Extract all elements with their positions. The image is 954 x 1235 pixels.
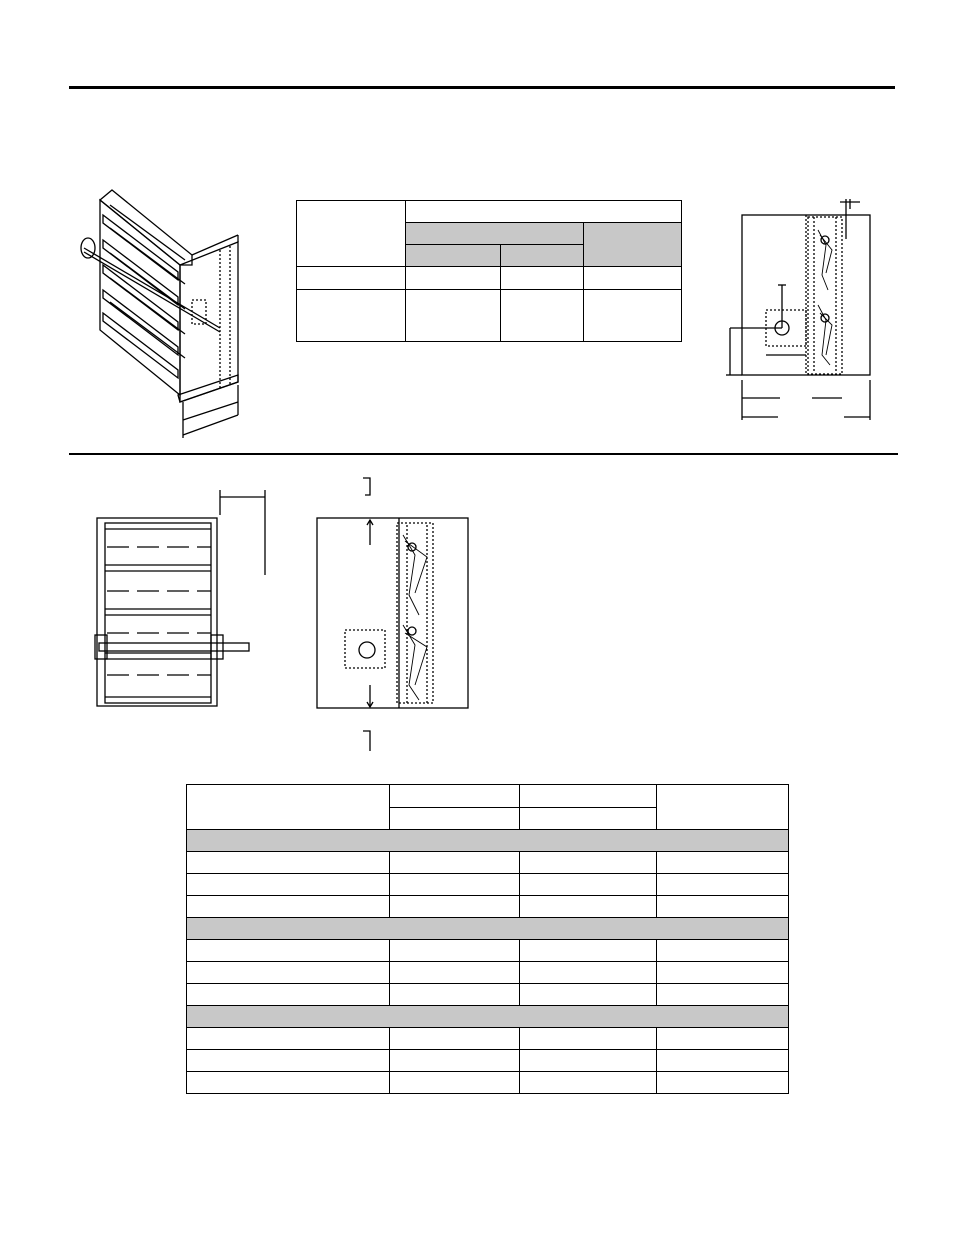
dimension-table-cell	[187, 984, 390, 1006]
dimension-table-cell	[657, 1050, 789, 1072]
damper-front-elevation-drawing	[95, 485, 275, 715]
dimension-table-cell	[520, 874, 657, 896]
dimension-table-cell	[657, 1028, 789, 1050]
dimension-table-header-cell	[657, 785, 789, 830]
dimension-table-header-cell	[389, 785, 520, 808]
dimension-table-cell	[187, 852, 390, 874]
spec-table-cell	[584, 290, 682, 342]
spec-table-header-cell	[297, 201, 406, 267]
dimension-table-cell	[657, 852, 789, 874]
dimension-table-cell	[389, 874, 520, 896]
dimension-table-cell	[520, 1028, 657, 1050]
dimension-table-cell	[187, 940, 390, 962]
dimension-table-cell	[389, 1050, 520, 1072]
dimension-table-cell	[389, 852, 520, 874]
dimension-table-cell	[520, 1050, 657, 1072]
dimension-table-cell	[657, 940, 789, 962]
dimension-table-cell	[389, 896, 520, 918]
damper-isometric-drawing	[70, 180, 260, 442]
dimension-table-cell	[187, 1028, 390, 1050]
dimension-table-cell	[187, 1072, 390, 1094]
dimension-table-cell	[187, 962, 390, 984]
spec-table-cell	[405, 267, 501, 290]
spec-table-header-cell	[405, 245, 501, 267]
spec-table-header-cell	[405, 201, 681, 223]
damper-side-section-drawing	[722, 195, 882, 425]
dimension-table-cell	[520, 852, 657, 874]
dimension-table-header-cell	[187, 785, 390, 830]
dimension-table-cell	[520, 940, 657, 962]
dimension-table-cell	[657, 896, 789, 918]
dimension-table-cell	[389, 1028, 520, 1050]
dimension-table-cell	[520, 896, 657, 918]
spec-table-cell	[405, 290, 501, 342]
dimension-table-cell	[187, 1050, 390, 1072]
dimension-table-section-heading	[187, 830, 789, 852]
dimension-table-cell	[520, 962, 657, 984]
section-divider-rule	[69, 453, 898, 455]
dimension-table-cell	[657, 984, 789, 1006]
top-rule	[69, 86, 895, 89]
dimension-table-cell	[187, 874, 390, 896]
spec-table-cell	[297, 267, 406, 290]
dimension-table	[186, 784, 789, 1094]
dimension-table-cell	[657, 874, 789, 896]
dimension-table-header-cell	[520, 808, 657, 830]
spec-table-cell	[501, 290, 584, 342]
dimension-table-cell	[657, 962, 789, 984]
dimension-table-cell	[389, 940, 520, 962]
dimension-table-cell	[520, 984, 657, 1006]
spec-table-header-cell	[501, 245, 584, 267]
damper-side-elevation-drawing	[315, 475, 475, 755]
dimension-table-cell	[657, 1072, 789, 1094]
spec-table-cell	[584, 267, 682, 290]
dimension-table-header-cell	[520, 785, 657, 808]
dimension-table-cell	[389, 1072, 520, 1094]
dimension-table-header-cell	[389, 808, 520, 830]
dimension-table-cell	[187, 896, 390, 918]
spec-table-cell	[297, 290, 406, 342]
spec-table-header-cell	[584, 223, 682, 267]
dimension-table-cell	[520, 1072, 657, 1094]
spec-table	[296, 200, 682, 342]
dimension-table-section-heading	[187, 1006, 789, 1028]
dimension-table-cell	[389, 962, 520, 984]
spec-table-cell	[501, 267, 584, 290]
spec-table-header-cell	[405, 223, 584, 245]
dimension-table-section-heading	[187, 918, 789, 940]
dimension-table-cell	[389, 984, 520, 1006]
